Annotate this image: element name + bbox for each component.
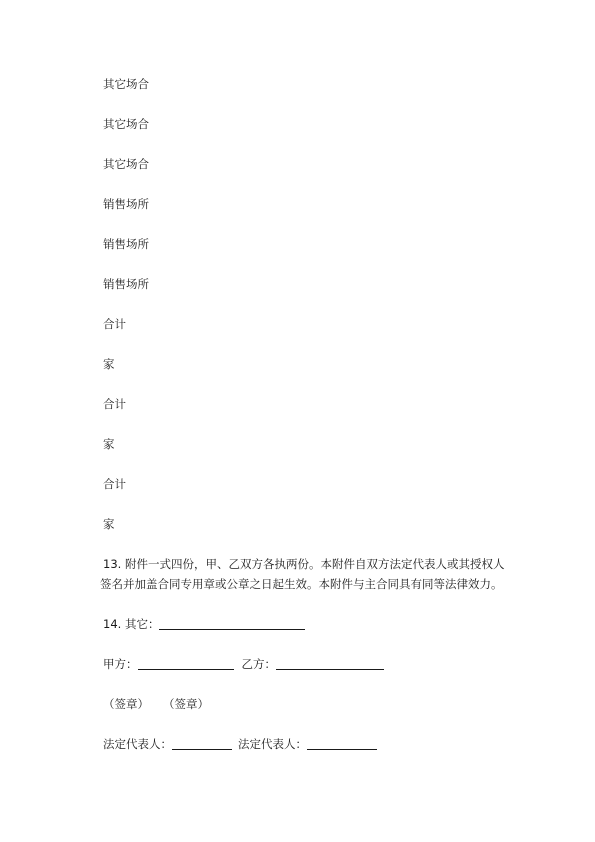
rep-a-label: 法定代表人： (103, 737, 172, 751)
rep-b-label: 法定代表人： (238, 737, 307, 751)
list-item: 销售场所 (103, 237, 149, 251)
seal-b-label: （签章） (163, 697, 209, 711)
list-item: 销售场所 (103, 277, 149, 291)
clause-13-line-1: 13. 附件一式四份，甲、乙双方各执两份。本附件自双方法定代表人或其授权人 (103, 557, 505, 571)
rep-b-blank[interactable] (307, 737, 377, 750)
list-item: 合计 (103, 477, 126, 491)
party-a-blank[interactable] (138, 657, 234, 670)
party-b-label: 乙方： (241, 657, 276, 671)
party-a-label: 甲方： (103, 657, 138, 671)
clause-14-label: 14. 其它： (103, 617, 160, 631)
list-item: 其它场合 (103, 157, 149, 171)
representatives-row (103, 736, 377, 752)
list-item: 其它场合 (103, 77, 149, 91)
list-item: 销售场所 (103, 197, 149, 211)
list-item: 合计 (103, 397, 126, 411)
parties-row (103, 656, 384, 672)
seal-a-label: （签章） (103, 697, 149, 711)
clause-13-paragraph (100, 554, 523, 594)
clause-14-row (103, 616, 305, 632)
list-item: 家 (103, 517, 115, 531)
list-item: 合计 (103, 317, 126, 331)
list-item: 家 (103, 437, 115, 451)
list-item: 其它场合 (103, 117, 149, 131)
seals-row (103, 696, 209, 712)
rep-a-blank[interactable] (172, 737, 232, 750)
clause-14-blank[interactable] (159, 617, 305, 630)
list-item: 家 (103, 357, 115, 371)
clause-13-line-2: 签名并加盖合同专用章或公章之日起生效。本附件与主合同具有同等法律效力。 (100, 577, 503, 591)
party-b-blank[interactable] (276, 657, 384, 670)
